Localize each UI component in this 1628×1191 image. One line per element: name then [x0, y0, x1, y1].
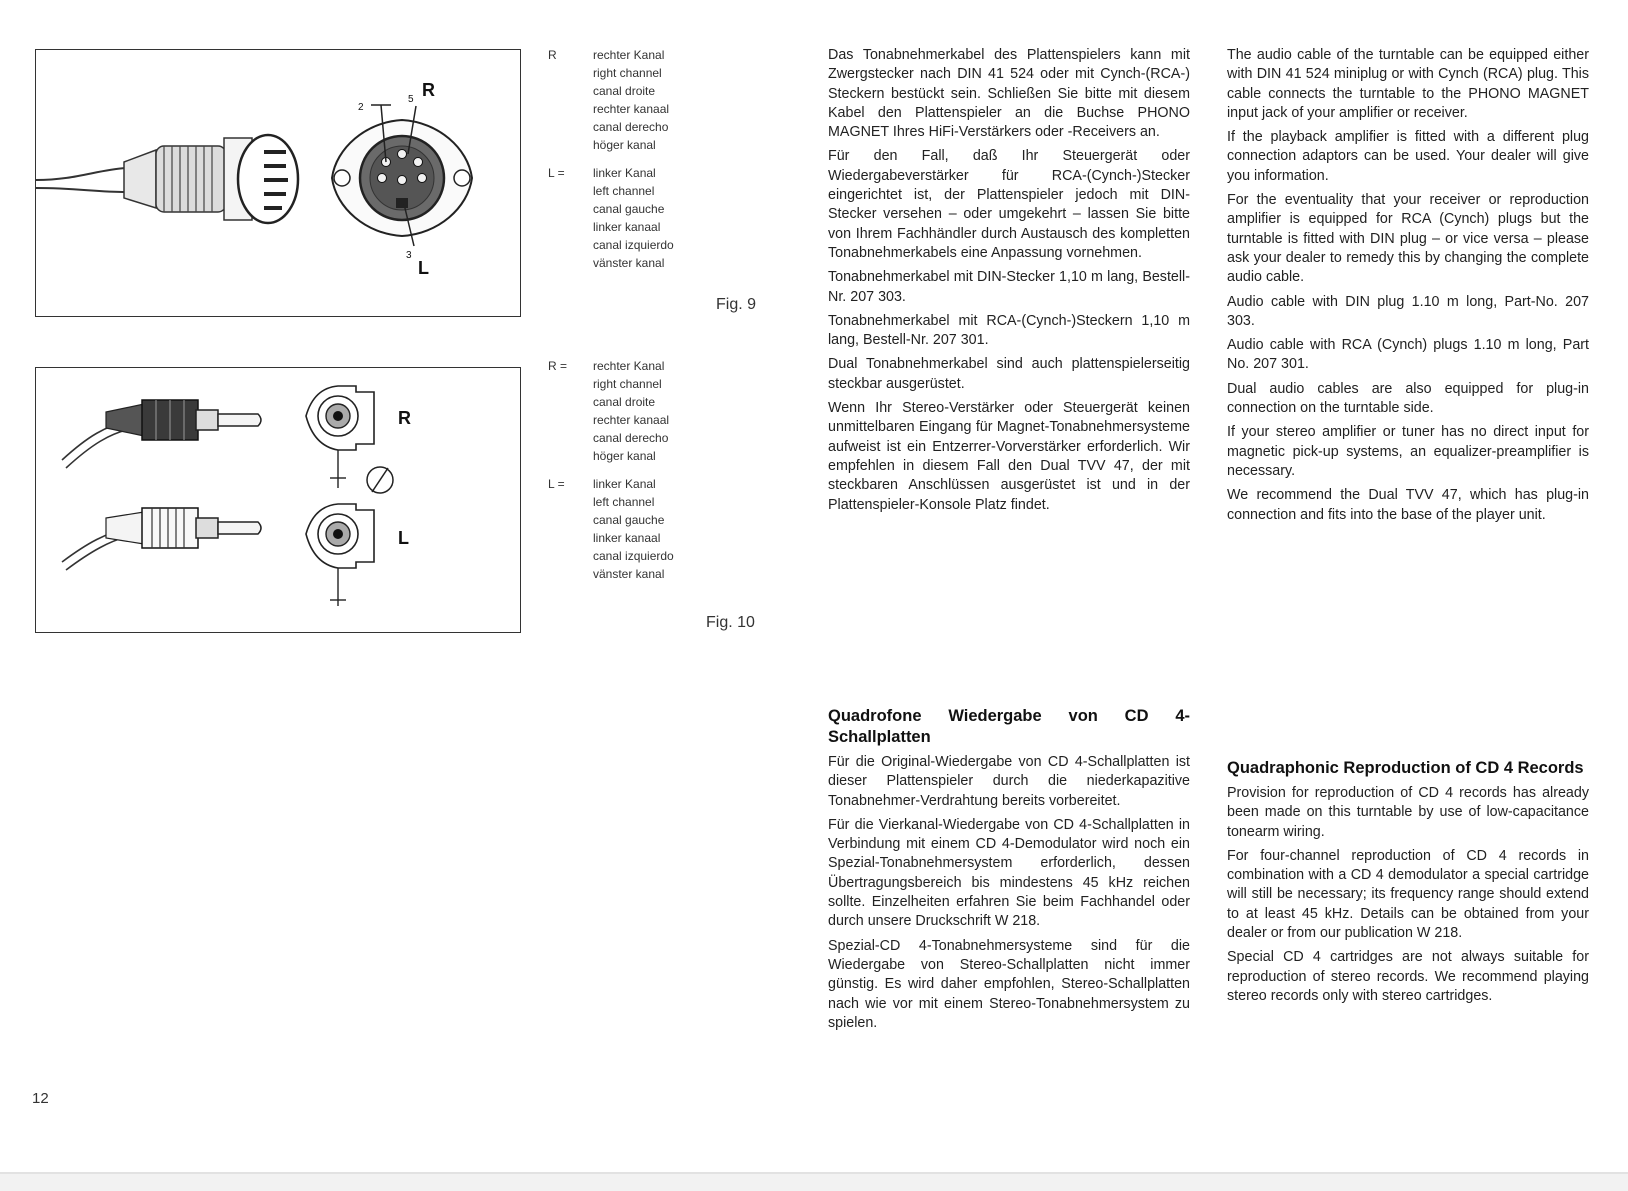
paragraph: Tonabnehmerkabel mit DIN-Stecker 1,10 m lang, Bestell-Nr. 207 303. [828, 269, 1190, 305]
fig9-label-r: R [422, 80, 435, 100]
fig9-caption: Fig. 9 [716, 296, 757, 313]
paragraph: The audio cable of the turntable can be equipped either with DIN 41 524 miniplug or with Cynch (RCA) plug. This cable connects the turntable to the PHONO MAGNET input jack of your amplifier or receiver. [1227, 47, 1589, 121]
paragraph: Wenn Ihr Stereo-Verstärker oder Steuergerät keinen unmittelbaren Eingang für Magnet-Tonabnehmersysteme aufweist ist ein Entzerrer-Vorverstärker erforderlich. Wir empfehlen in diesem Fall den Dual TVV 47, der mit steckbaren Anschlüssen ausgerüstet ist und in der Plattenspieler-Konsole Platz findet. [828, 400, 1190, 513]
figure-9-din-plug [35, 49, 521, 317]
paragraph: Audio cable with RCA (Cynch) plugs 1.10 m long, Part No. 207 301. [1227, 337, 1589, 373]
legend-line: canal derecho [593, 120, 669, 134]
fig10-caption: Fig. 10 [706, 614, 755, 631]
paragraph: Spezial-CD 4-Tonabnehmersysteme sind für die Wiedergabe von Stereo-Schallplatten nicht immer günstig. Es wird daher empfohlen, Stereo-Schallplatten nach wie vor mit einem Stereo-Tonabnehmersystem zu spielen. [828, 937, 1190, 1031]
legend-line: canal gauche [593, 513, 665, 527]
fig9-legend [548, 46, 674, 272]
fig9-legend-left [548, 164, 674, 272]
fig10-label-r: R [398, 408, 411, 428]
legend-line: vänster kanal [593, 256, 665, 270]
paragraph: Für die Vierkanal-Wiedergabe von CD 4-Schallplatten in Verbindung mit einem CD 4-Demodulator wird noch ein Spezial-Tonabnehmersystem erforderlich, dessen Übertragungsbereich bis mindestens 45 kHz reichen sollte. Einzelheiten erfahren Sie beim Fachhandel oder durch unsere Druckschrift W 218. [828, 816, 1190, 930]
paragraph: Tonabnehmerkabel mit RCA-(Cynch-)Steckern 1,10 m lang, Bestell-Nr. 207 301. [828, 312, 1190, 349]
legend-line: canal izquierdo [593, 549, 674, 563]
paragraph: We recommend the Dual TVV 47, which has plug-in connection and fits into the base of the player unit. [1227, 487, 1589, 523]
legend-line: left channel [593, 184, 655, 198]
fig9-label-l: L [418, 258, 429, 278]
legend-line: höger kanal [593, 138, 656, 152]
paragraph: Special CD 4 cartridges are not always suitable for reproduction of stereo records. We recommend playing stereo records only with stereo cartridges. [1227, 949, 1589, 1004]
paragraph: If your stereo amplifier or tuner has no direct input for magnetic pick-up systems, an equalizer-preamplifier is necessary. [1227, 424, 1589, 479]
legend-line: linker kanaal [593, 220, 661, 234]
legend-line: canal droite [593, 84, 656, 98]
german-quad-section [828, 706, 1190, 1038]
paragraph: Das Tonabnehmerkabel des Plattenspielers kann mit Zwergstecker nach DIN 41 524 oder mit Cynch-(RCA-) Steckern bestückt sein. Schließen Sie bitte mit diesem Kabel den Plattenspieler an die Buchse PHONO MAGNET Ihres HiFi-Verstärkers oder -Receivers an. [828, 47, 1190, 141]
legend-line: linker Kanal [593, 166, 656, 180]
legend-line: höger kanal [593, 449, 656, 463]
legend-line: vänster kanal [593, 567, 665, 581]
legend-line: right channel [593, 377, 662, 391]
fig9-pin-2: 2 [358, 102, 364, 113]
legend-key: R [548, 48, 557, 62]
german-quad-heading: Quadrofone Wiedergabe von CD 4-Schallplatten [828, 707, 1190, 746]
fig9-pin-3: 3 [406, 250, 412, 261]
paragraph: For the eventuality that your receiver or reproduction amplifier is equipped for RCA (Cynch) plugs but the turntable is fitted with DIN plug – or vice versa – please ask your dealer to remedy this by changing the complete audio cable. [1227, 192, 1589, 286]
paragraph: Audio cable with DIN plug 1.10 m long, Part-No. 207 303. [1227, 293, 1589, 329]
legend-line: rechter Kanal [593, 48, 665, 62]
paragraph: Für die Original-Wiedergabe von CD 4-Schallplatten ist dieser Plattenspieler durch die niederkapazitive Tonabnehmer-Verdrahtung bereits vorbereitet. [828, 754, 1190, 809]
legend-key: L = [548, 477, 565, 491]
legend-line: linker Kanal [593, 477, 656, 491]
legend-line: right channel [593, 66, 662, 80]
legend-line: linker kanaal [593, 531, 661, 545]
legend-line: canal izquierdo [593, 238, 674, 252]
paragraph: Dual audio cables are also equipped for plug-in connection on the turntable side. [1227, 380, 1589, 417]
din-plug-illustration [36, 50, 520, 316]
rca-plug-illustration [36, 368, 520, 632]
legend-line: canal droite [593, 395, 656, 409]
legend-line: left channel [593, 495, 655, 509]
legend-line: rechter Kanal [593, 359, 665, 373]
paragraph: If the playback amplifier is fitted with a different plug connection adaptors can be used. Your dealer will give you information. [1227, 129, 1589, 184]
paragraph: Dual Tonabnehmerkabel sind auch plattenspielerseitig steckbar ausgerüstet. [828, 356, 1190, 392]
page-bottom-edge [0, 1172, 1628, 1191]
legend-line: canal gauche [593, 202, 665, 216]
paragraph: Provision for reproduction of CD 4 records has already been made on this turntable by use of low-capacitance tonearm wiring. [1227, 785, 1589, 840]
english-quad-section [1227, 758, 1589, 1011]
fig10-label-l: L [398, 528, 409, 548]
fig10-legend-left [548, 475, 674, 583]
legend-key: L = [548, 166, 565, 180]
paragraph: For four-channel reproduction of CD 4 records in combination with a CD 4 demodulator a special cartridge will still be necessary; its frequency range should extend to at least 45 kHz. Details can be obtained from your dealer or from our publication W 218. [1227, 847, 1589, 942]
fig9-pin-5: 5 [408, 94, 414, 105]
fig10-legend-right [548, 357, 674, 465]
legend-key: R = [548, 359, 568, 373]
legend-line: rechter kanaal [593, 413, 670, 427]
figure-10-rca-plugs [35, 367, 521, 633]
paragraph: Für den Fall, daß Ihr Steuergerät oder Wiedergabeverstärker für RCA-(Cynch-)Stecker eingerichtet ist, der Plattenspieler jedoch mit DIN-Stecker versehen – oder umgekehrt – lassen Sie bitte von Ihrem Fachhändler durch Austausch des kompletten Tonabnehmerkabels eine Anpassung vornehmen. [828, 148, 1190, 261]
legend-line: canal derecho [593, 431, 669, 445]
legend-line: rechter kanaal [593, 102, 670, 116]
fig10-legend [548, 357, 674, 583]
page-number: 12 [32, 1090, 49, 1107]
fig9-legend-right [548, 46, 674, 154]
german-cable-text [828, 46, 1190, 520]
english-quad-heading: Quadraphonic Reproduction of CD 4 Records [1227, 759, 1584, 777]
english-cable-text [1227, 46, 1589, 530]
